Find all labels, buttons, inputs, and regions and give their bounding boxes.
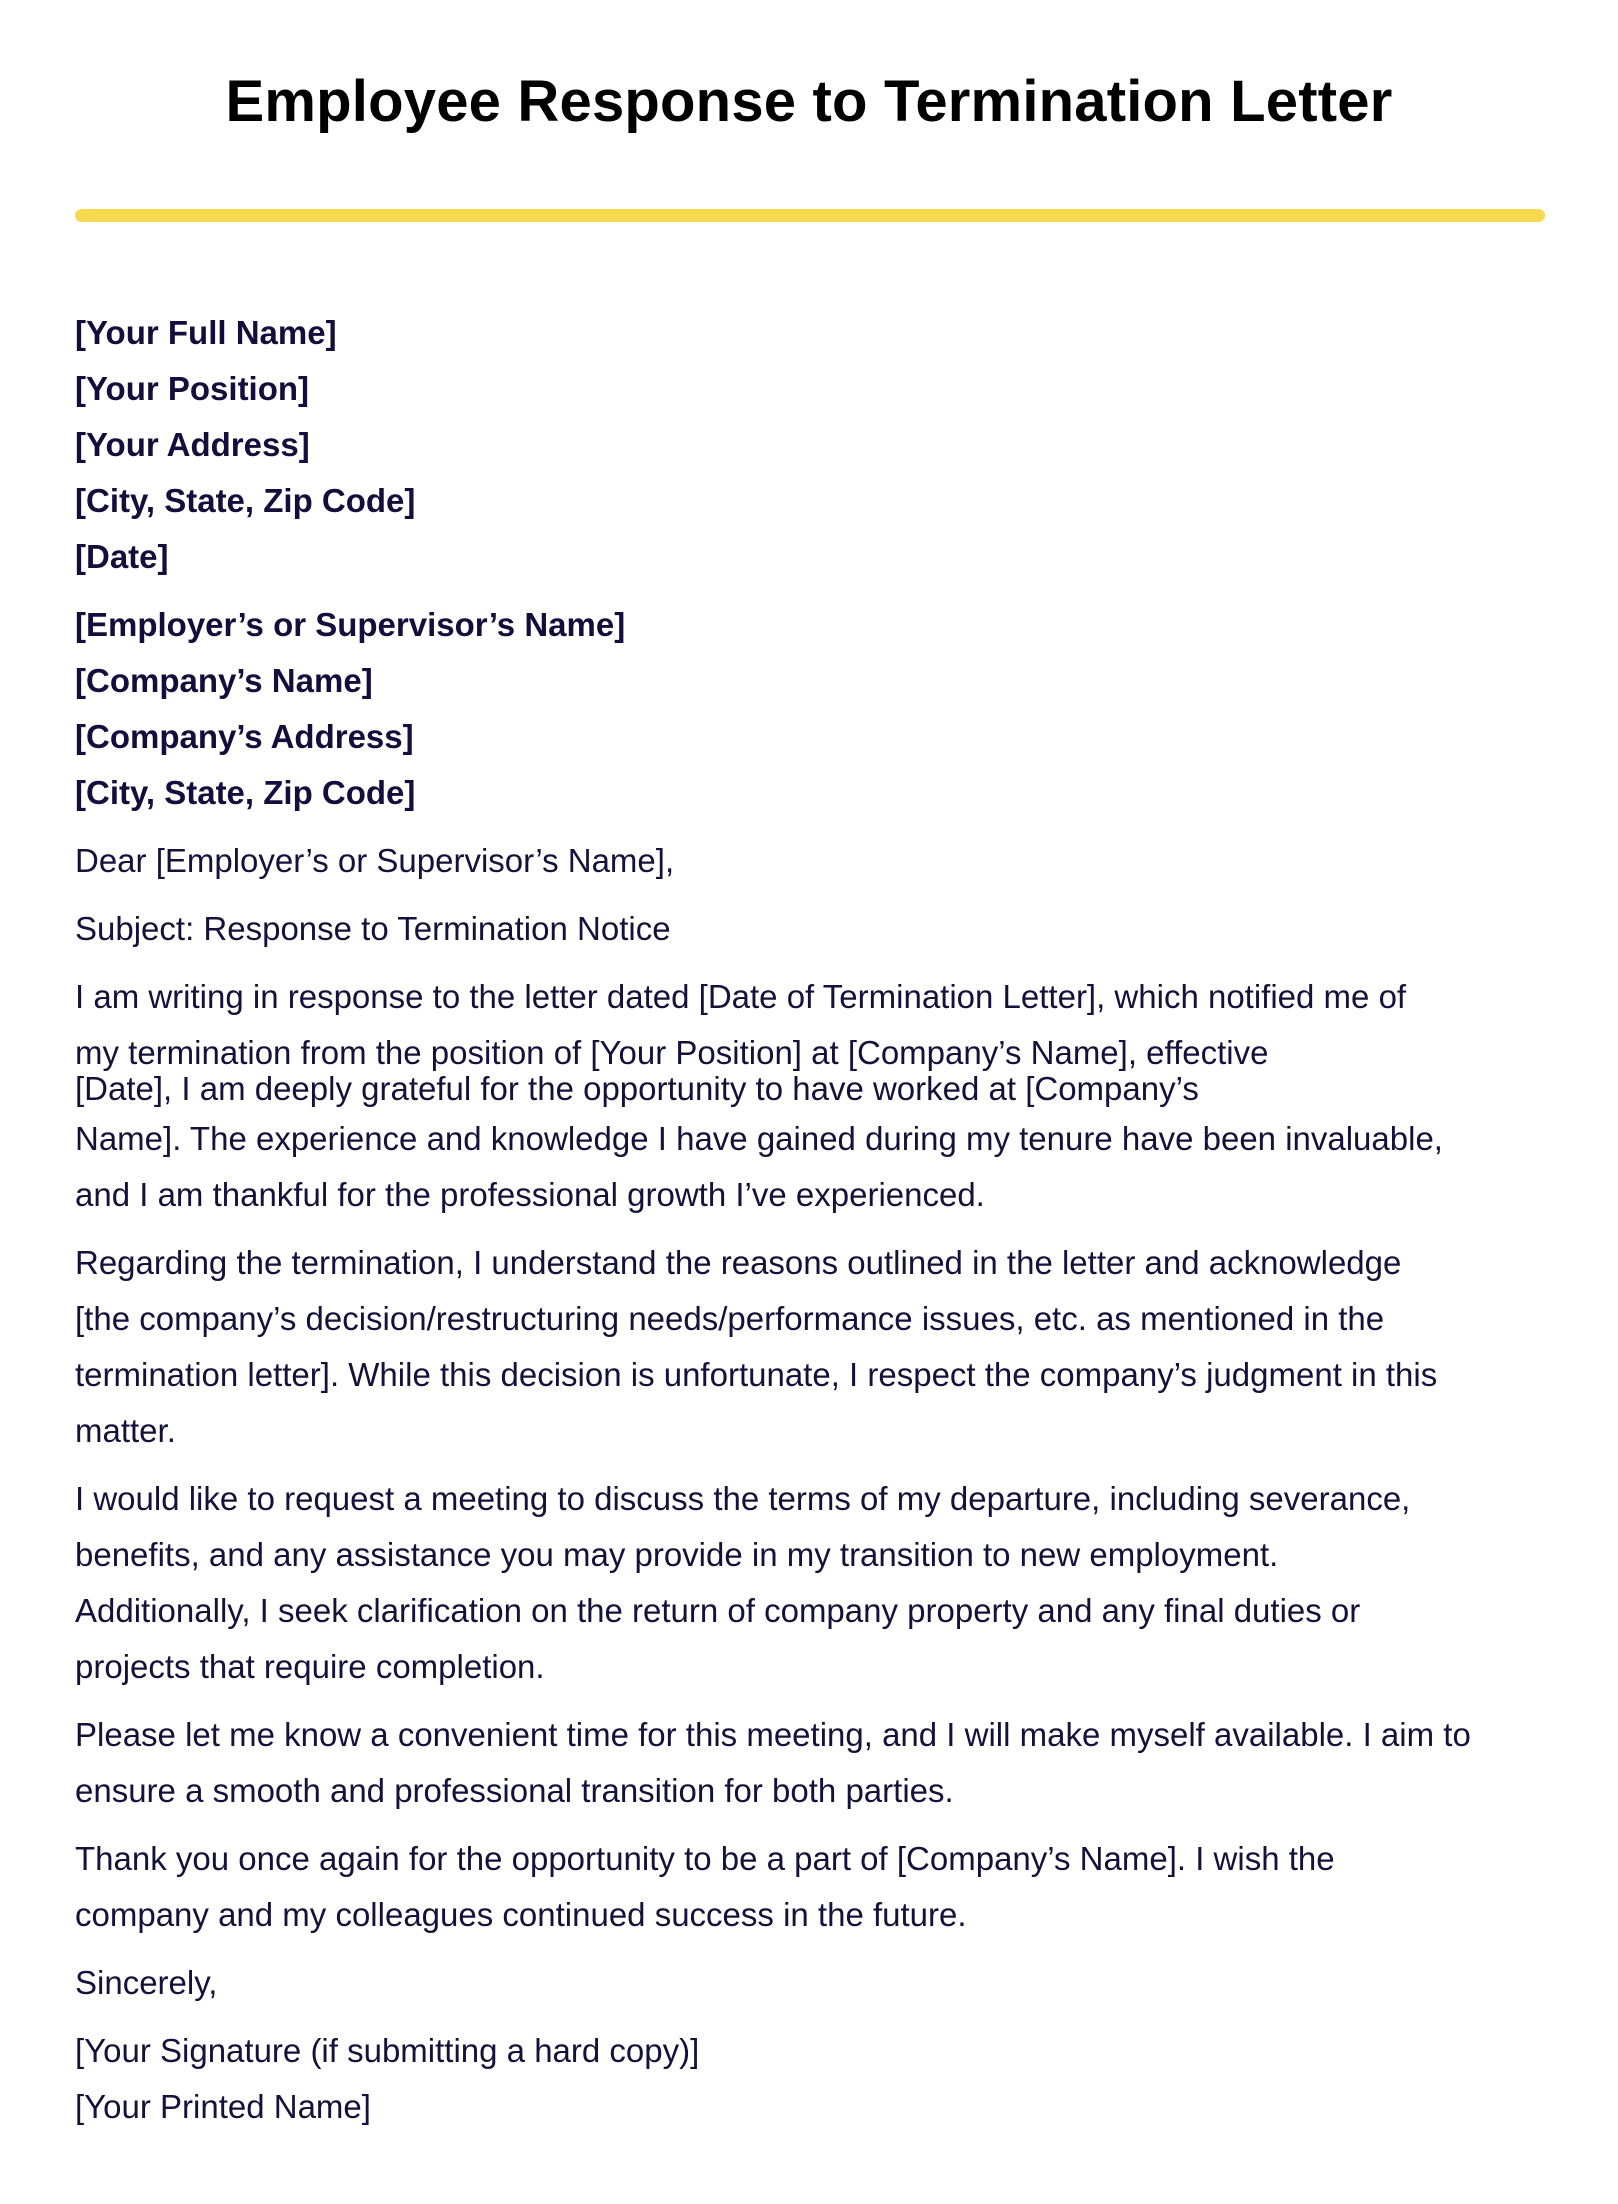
sender-position: [Your Position]	[75, 370, 310, 407]
printed-name-placeholder: [Your Printed Name]	[75, 2088, 371, 2125]
paragraph-1-line: and I am thankful for the professional growth I’ve experienced.	[75, 1176, 985, 1213]
paragraph-2-line: [the company’s decision/restructuring needs/performance issues, etc. as mentioned in the	[75, 1300, 1385, 1337]
paragraph-3-line: benefits, and any assistance you may provide in my transition to new employment.	[75, 1536, 1279, 1573]
paragraph-1-line: I am writing in response to the letter dated [Date of Termination Letter], which notified me of	[75, 978, 1407, 1015]
paragraph-1-line: my termination from the position of [Your Position] at [Company’s Name], effective	[75, 1034, 1269, 1071]
paragraph-1-line: [Date], I am deeply grateful for the opportunity to have worked at [Company’s	[75, 1070, 1199, 1107]
paragraph-2-line: Regarding the termination, I understand the reasons outlined in the letter and acknowledge	[75, 1244, 1402, 1281]
recipient-company: [Company’s Name]	[75, 662, 373, 699]
recipient-address: [Company’s Address]	[75, 718, 414, 755]
paragraph-5-line: Thank you once again for the opportunity to be a part of [Company’s Name]. I wish the	[75, 1840, 1335, 1877]
paragraph-3-line: Additionally, I seek clarification on the return of company property and any final duties or	[75, 1592, 1361, 1629]
paragraph-1-clipped-line	[75, 1070, 1535, 1111]
paragraph-2-line: matter.	[75, 1412, 176, 1449]
title-divider	[75, 209, 1545, 222]
subject-line: Subject: Response to Termination Notice	[75, 910, 671, 947]
signature-placeholder: [Your Signature (if submitting a hard copy)]	[75, 2032, 700, 2069]
paragraph-3-line: I would like to request a meeting to discuss the terms of my departure, including severance,	[75, 1480, 1411, 1517]
salutation: Dear [Employer’s or Supervisor’s Name],	[75, 842, 675, 879]
recipient-name: [Employer’s or Supervisor’s Name]	[75, 606, 626, 643]
paragraph-4-line: Please let me know a convenient time for this meeting, and I will make myself available. I aim to	[75, 1716, 1471, 1753]
sender-date: [Date]	[75, 538, 169, 575]
paragraph-1-line: Name]. The experience and knowledge I have gained during my tenure have been invaluable,	[75, 1120, 1443, 1157]
paragraph-2-line: termination letter]. While this decision is unfortunate, I respect the company’s judgment in this	[75, 1356, 1438, 1393]
recipient-city: [City, State, Zip Code]	[75, 774, 416, 811]
closing: Sincerely,	[75, 1964, 218, 2001]
sender-name: [Your Full Name]	[75, 314, 337, 351]
sender-city: [City, State, Zip Code]	[75, 482, 416, 519]
sender-address: [Your Address]	[75, 426, 310, 463]
paragraph-3-line: projects that require completion.	[75, 1648, 545, 1685]
paragraph-4-line: ensure a smooth and professional transition for both parties.	[75, 1772, 954, 1809]
paragraph-5-line: company and my colleagues continued success in the future.	[75, 1896, 967, 1933]
page-title: Employee Response to Termination Letter	[225, 69, 1393, 134]
